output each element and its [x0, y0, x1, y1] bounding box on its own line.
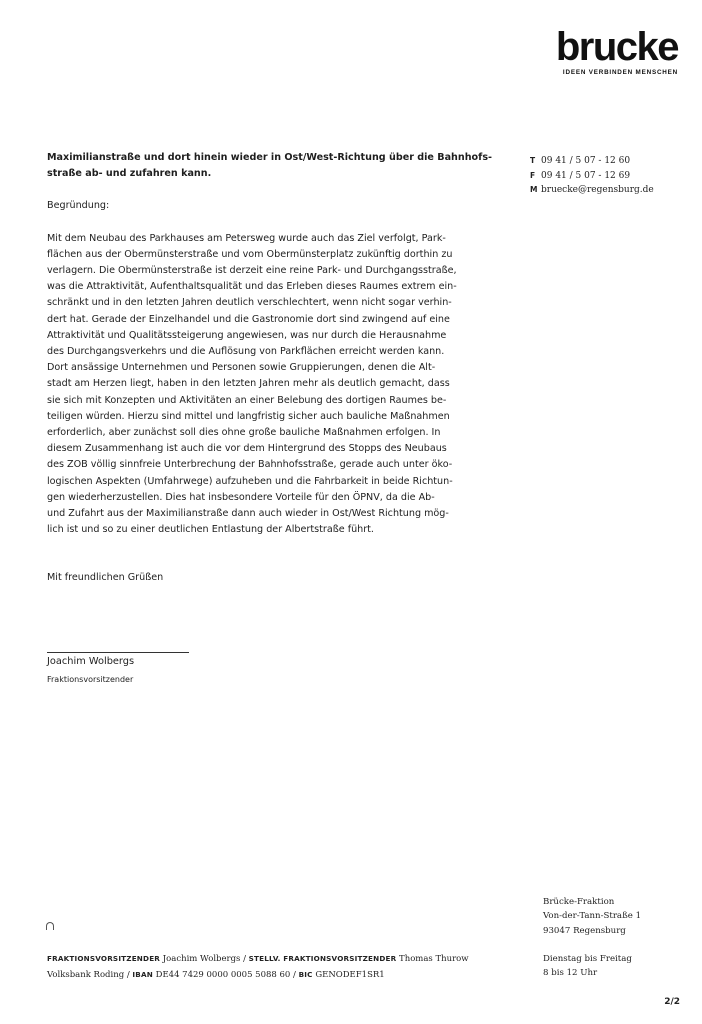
phone-label: T [530, 156, 536, 165]
deputy-label: STELLV. FRAKTIONSVORSITZENDER [248, 954, 397, 963]
logo-tagline: IDEEN VERBINDEN MENSCHEN [562, 69, 678, 76]
lead-paragraph: Maximilianstraße und dort hinein wieder in Ost/West-Richtung über die Bahnhofs- straße ab- und zufahren kann. [47, 152, 493, 180]
address-block [543, 895, 693, 980]
office-hours-time: 8 bis 12 Uhr [543, 968, 598, 979]
contact-block [530, 154, 690, 198]
iban-label: IBAN [132, 970, 153, 979]
signature-line [47, 652, 189, 653]
address-line-3: 93047 Regensburg [543, 925, 626, 936]
chair-label: FRAKTIONSVORSITZENDER [47, 954, 161, 963]
fax-row [530, 169, 690, 184]
reason-paragraph: Mit dem Neubau des Parkhauses am Petersweg wurde auch das Ziel verfolgt, Park- flächen aus der Obermünsterstraße und vom Obermünsterplatz zukünftig dorthin zu verlagern. Die Obermünsterstraße ist derzeit eine reine Park- und Durchgangsstraße, was die Attraktivität, Aufenthaltsqualität und das Erleben dieses Raumes extrem ein- schränkt und in den letzten Jahren deutlich verschlechtert, wenn nicht sogar verhin- dert hat. Gerade der Einzelhandel und die Gastronomie dort sind zwingend auf eine Attraktivität und Qualitätssteigerung angewiesen, was nur durch die Herausnahme des Durchgangsverkehrs und die Auflösung von Parkflächen erreicht werden kann. Dort ansässige Unternehmen und Personen sowie Gruppierungen, denen die Alt- stadt am Herzen liegt, haben in den letzten Jahren mehr als deutlich gemacht, dass sie sich mit Konzepten und Aktivitäten an einer Belebung des dortigen Raumes be- teiligen würden. Hierzu sind mittel und langfristig sicher auch bauliche Maßnahmen erforderlich, aber zunächst soll dies ohne große bauliche Maßnahmen erfolgen. In diesem Zusammenhang ist auch die vor dem Hintergrund des Stopps des Neubaus des ZOB völlig sinnfreie Unterbrechung der Bahnhofsstraße, gerade auch unter öko- logischen Aspekten (Umfahrwege) aufzuheben und die Fahrbarkeit in beide Richtun- gen wiederherzustellen. Dies hat insbesondere Vorteile für den ÖPNV, da die Ab- und Zufahrt aus der Maximilianstraße dann auch wieder in Ost/West Richtung mög- lich ist und so zu einer deutlichen Entlastung der Albertstraße führt. [47, 232, 457, 536]
address-line-2: Von-der-Tann-Straße 1 [543, 911, 642, 922]
deputy-name: Thomas Thurow [399, 954, 469, 964]
page-number: 2/2 [664, 997, 680, 1007]
phone-number: 09 41 / 5 07 - 12 60 [541, 156, 631, 166]
address-line-1: Brücke-Fraktion [543, 897, 615, 907]
phone-row [530, 154, 690, 169]
iban-value: DE44 7429 0000 0005 5088 60 / [155, 970, 296, 980]
mail-address[interactable]: bruecke@regensburg.de [541, 185, 654, 195]
footer-line-2 [47, 967, 517, 983]
letter-body [47, 150, 499, 587]
mail-row [530, 183, 690, 198]
address-spacer [543, 938, 693, 952]
office-hours-days: Dienstag bis Freitag [543, 953, 632, 964]
logo-wordmark: brucke [555, 25, 678, 69]
reason-heading: Begründung: [47, 200, 110, 212]
signature-title: Fraktionsvorsitzender [47, 675, 134, 684]
footer [47, 951, 517, 983]
bic-value: GENODEF1SR1 [315, 970, 385, 980]
mail-label: M [530, 185, 538, 194]
footer-line-1 [47, 951, 517, 967]
bank-name: Volksbank Roding / [47, 970, 130, 980]
chair-name: Joachim Wolbergs / [162, 954, 246, 964]
fax-number: 09 41 / 5 07 - 12 69 [541, 170, 631, 181]
closing-greeting: Mit freundlichen Grüßen [47, 572, 164, 584]
bruecke-logo [526, 26, 678, 76]
fold-mark-icon [46, 922, 54, 930]
bic-label: BIC [298, 970, 313, 979]
fax-label: F [530, 170, 536, 180]
signature-name: Joachim Wolbergs [47, 656, 135, 667]
